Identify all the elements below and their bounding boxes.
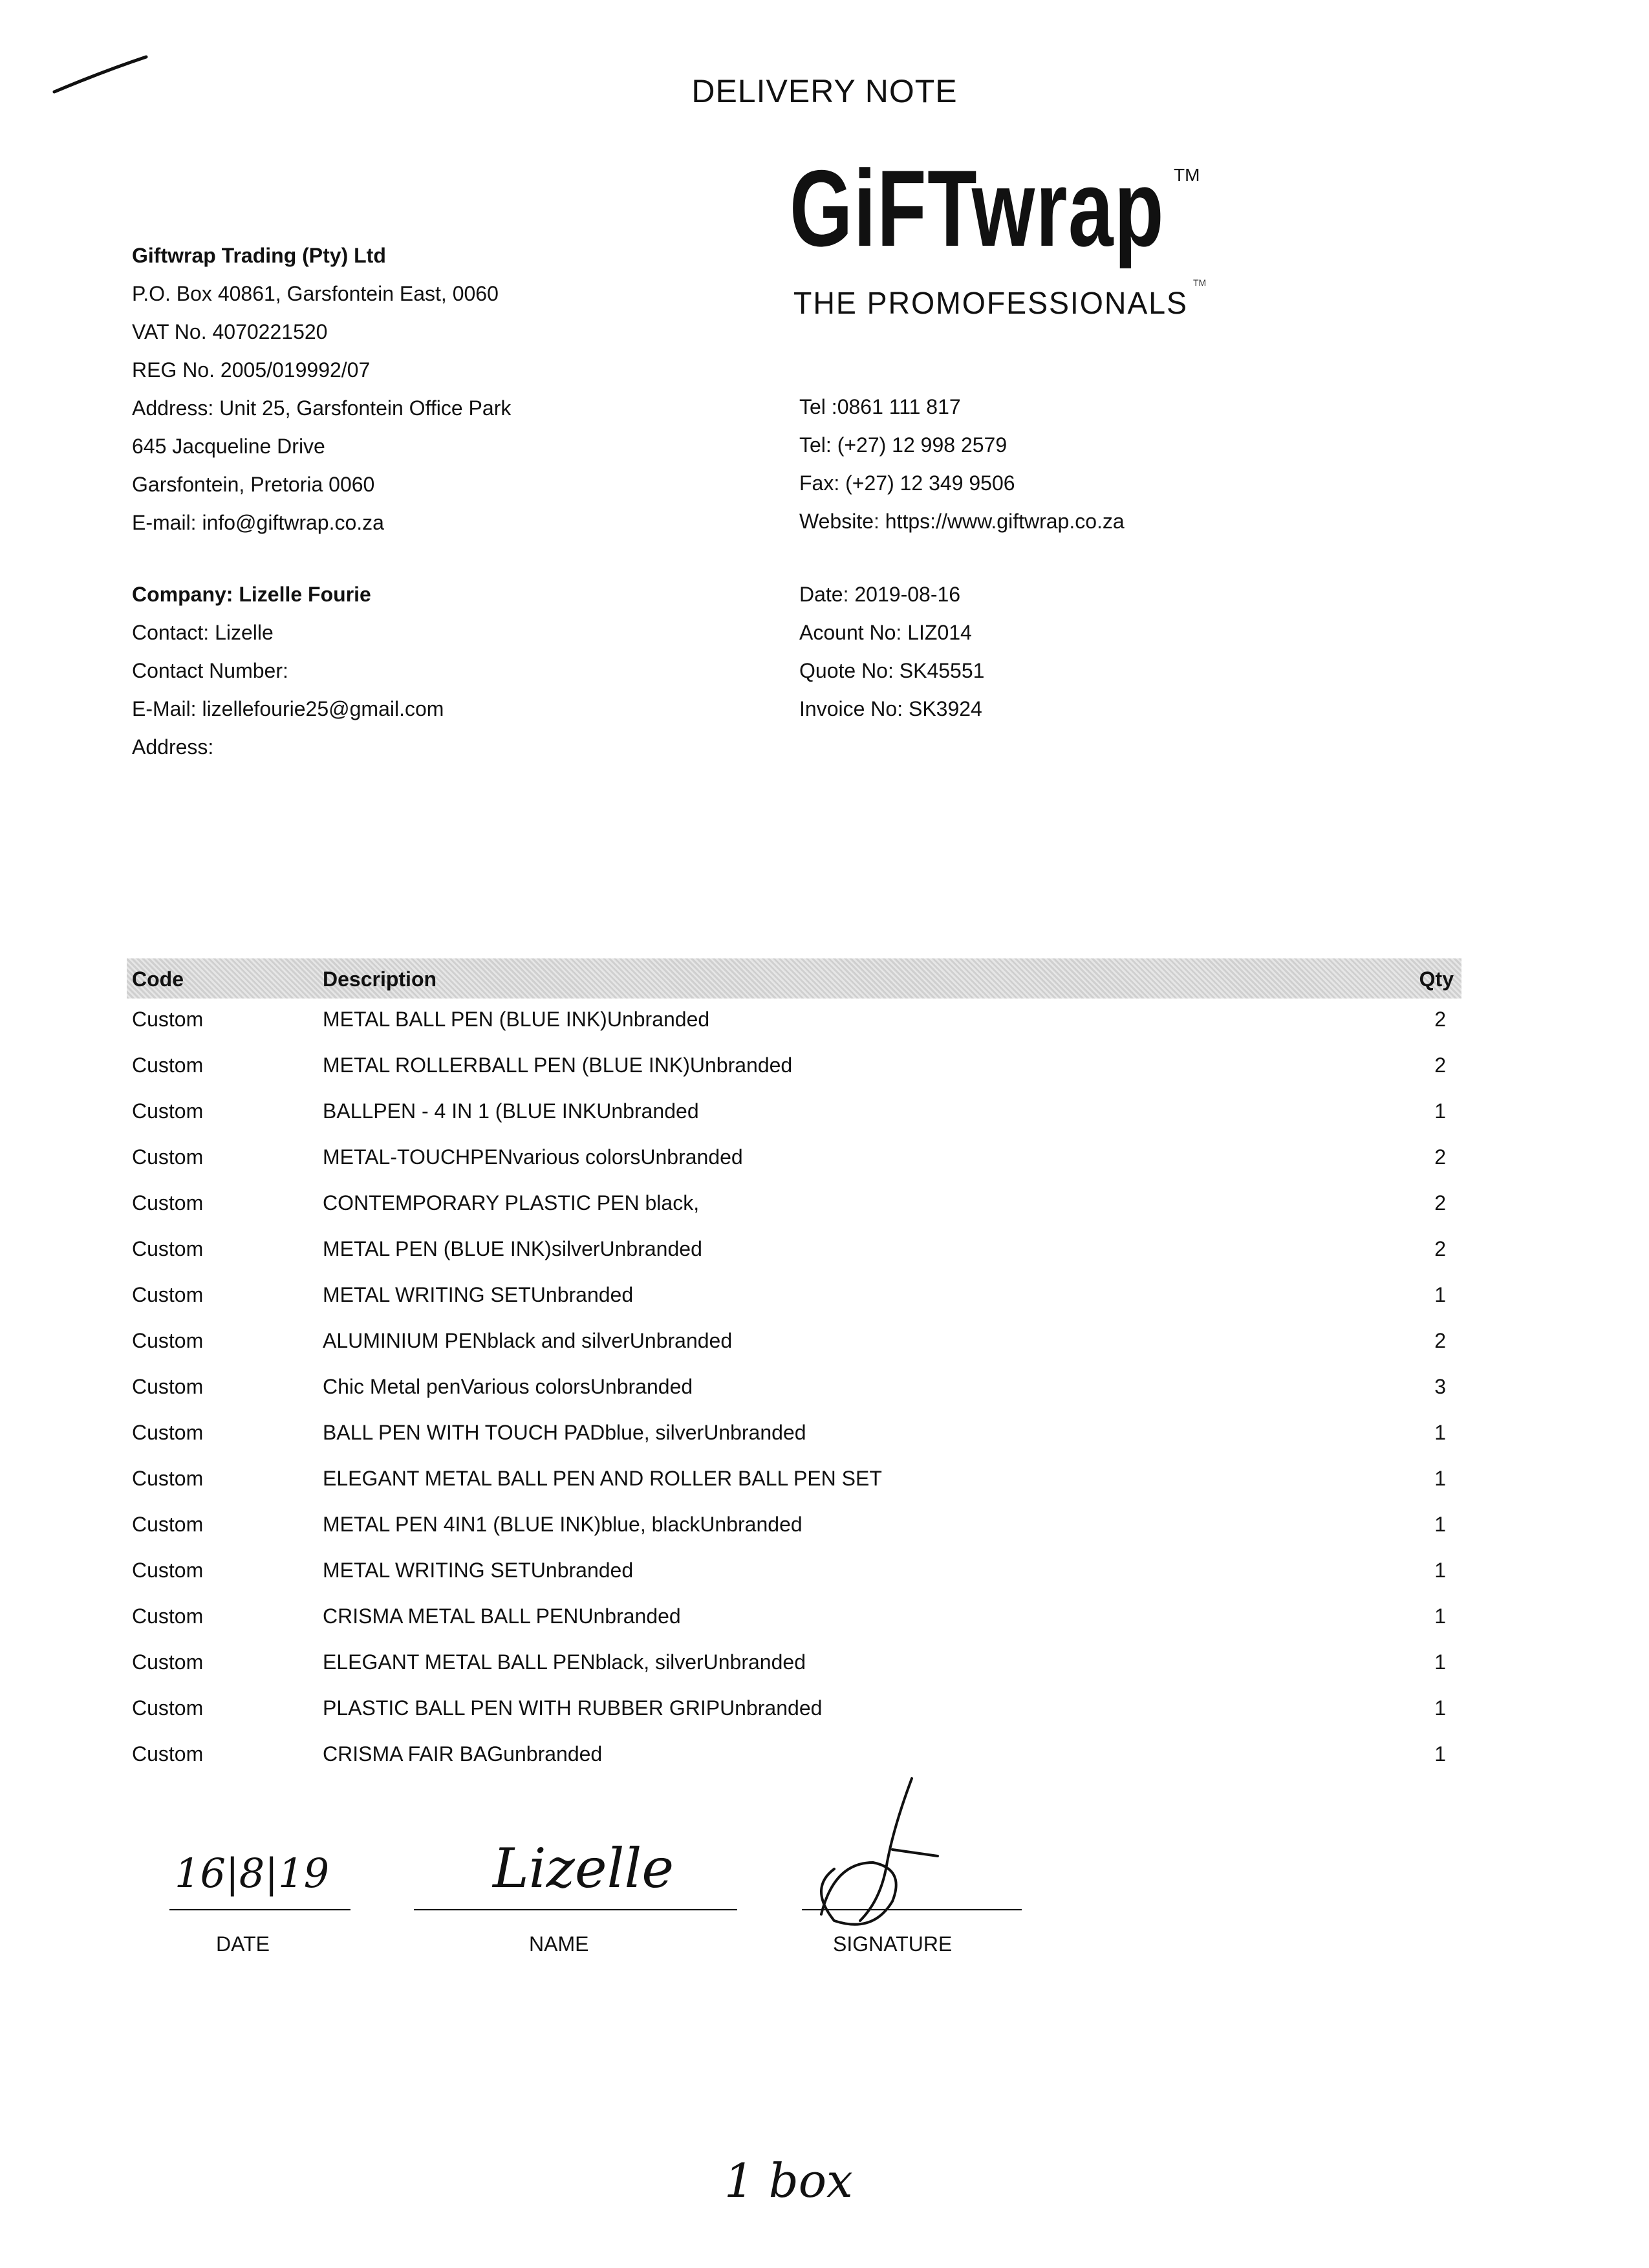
sender-details [132,237,511,542]
customer-email: E-Mail: lizellefourie25@gmail.com [132,697,444,720]
cell-code: Custom [132,1421,204,1444]
cell-code: Custom [132,1375,204,1398]
cell-qty: 1 [1434,1467,1446,1490]
cell-code: Custom [132,1329,204,1352]
cell-description: METAL ROLLERBALL PEN (BLUE INK)Unbranded [323,1053,793,1077]
table-row [127,1274,1461,1320]
table-row [127,1504,1461,1550]
table-row [127,999,1461,1044]
cell-description: METAL WRITING SETUnbranded [323,1283,634,1306]
cell-code: Custom [132,1696,204,1720]
customer-contact: Contact: Lizelle [132,621,274,644]
svg-text:TM: TM [1174,165,1200,185]
signature-label: SIGNATURE [833,1932,953,1956]
cell-description: Chic Metal penVarious colorsUnbranded [323,1375,693,1398]
cell-description: PLASTIC BALL PEN WITH RUBBER GRIPUnbranded [323,1696,823,1720]
table-row [127,1320,1461,1366]
quote-no: Quote No: SK45551 [799,659,985,682]
cell-description: ELEGANT METAL BALL PEN AND ROLLER BALL PEN SET [323,1467,882,1490]
tel-2: Tel: (+27) 12 998 2579 [799,433,1008,457]
cell-code: Custom [132,1283,204,1306]
cell-qty: 1 [1434,1559,1446,1582]
table-row [127,1228,1461,1274]
cell-code: Custom [132,1650,204,1674]
cell-description: ALUMINIUM PENblack and silverUnbranded [323,1329,733,1352]
cell-description: METAL PEN (BLUE INK)silverUnbranded [323,1237,702,1260]
cell-code: Custom [132,1237,204,1260]
account-no: Acount No: LIZ014 [799,621,972,644]
table-header [127,958,1461,999]
table-body [127,999,1461,1779]
cell-description: METAL-TOUCHPENvarious colorsUnbranded [323,1145,743,1169]
cell-code: Custom [132,1604,204,1628]
website: Website: https://www.giftwrap.co.za [799,510,1125,533]
table-row [127,1366,1461,1412]
items-table [127,958,1461,1779]
sender-po-box: P.O. Box 40861, Garsfontein East, 0060 [132,282,499,305]
signoff-section [0,1798,1649,2018]
cell-qty: 1 [1434,1650,1446,1674]
cell-qty: 2 [1434,1145,1446,1169]
cell-code: Custom [132,1008,204,1031]
cell-qty: 1 [1434,1283,1446,1306]
cell-code: Custom [132,1742,204,1766]
cell-description: CRISMA METAL BALL PENUnbranded [323,1604,681,1628]
table-row [127,1136,1461,1182]
giftwrap-logo [786,149,1212,323]
svg-text:GiFTwrap: GiFTwrap [790,149,1165,269]
sender-reg: REG No. 2005/019992/07 [132,358,371,382]
document-title: DELIVERY NOTE [691,73,958,109]
cell-qty: 1 [1434,1099,1446,1123]
cell-description: METAL PEN 4IN1 (BLUE INK)blue, blackUnbranded [323,1513,803,1536]
cell-description: CRISMA FAIR BAGunbranded [323,1742,603,1766]
cell-code: Custom [132,1513,204,1536]
handwritten-date: 16|8|19 [175,1850,330,1897]
sender-email: E-mail: info@giftwrap.co.za [132,511,384,534]
header-qty: Qty [1419,967,1454,991]
signature-line [802,1909,1022,1910]
fax: Fax: (+27) 12 349 9506 [799,471,1015,495]
tel-1: Tel :0861 111 817 [799,395,961,418]
table-row [127,1182,1461,1228]
cell-description: CONTEMPORARY PLASTIC PEN black, [323,1191,700,1215]
cell-code: Custom [132,1559,204,1582]
customer-company: Company: Lizelle Fourie [132,583,371,606]
cell-qty: 1 [1434,1742,1446,1766]
name-line [414,1909,737,1910]
sender-address-line2: 645 Jacqueline Drive [132,435,325,458]
cell-qty: 1 [1434,1513,1446,1536]
cell-qty: 1 [1434,1696,1446,1720]
sender-address-line1: Address: Unit 25, Garsfontein Office Park [132,396,512,420]
customer-details [132,576,444,766]
header-description: Description [323,967,437,991]
cell-description: BALLPEN - 4 IN 1 (BLUE INKUnbranded [323,1099,699,1123]
pen-stroke-mark [45,45,162,103]
cell-qty: 2 [1434,1329,1446,1352]
cell-qty: 1 [1434,1421,1446,1444]
table-row [127,1090,1461,1136]
cell-qty: 2 [1434,1237,1446,1260]
document-info [799,576,984,728]
table-row [127,1412,1461,1458]
cell-description: METAL WRITING SETUnbranded [323,1559,634,1582]
cell-qty: 3 [1434,1375,1446,1398]
table-row [127,1595,1461,1641]
cell-description: BALL PEN WITH TOUCH PADblue, silverUnbranded [323,1421,806,1444]
handwritten-box-note: 1 box [724,2154,853,2208]
handwritten-name: Lizelle [493,1837,674,1900]
svg-text:THE PROMOFESSIONALS: THE PROMOFESSIONALS [793,286,1188,321]
cell-code: Custom [132,1099,204,1123]
table-row [127,1550,1461,1595]
sender-company: Giftwrap Trading (Pty) Ltd [132,244,386,267]
signature-scribble [795,1772,964,1953]
header-code: Code [132,967,184,991]
cell-qty: 2 [1434,1008,1446,1031]
invoice-no: Invoice No: SK3924 [799,697,982,720]
cell-code: Custom [132,1053,204,1077]
name-label: NAME [529,1932,589,1956]
customer-contact-number: Contact Number: [132,659,288,682]
table-row [127,1687,1461,1733]
date-label: DATE [216,1932,270,1956]
cell-qty: 2 [1434,1053,1446,1077]
cell-qty: 1 [1434,1604,1446,1628]
svg-text:TM: TM [1193,277,1207,288]
cell-description: METAL BALL PEN (BLUE INK)Unbranded [323,1008,710,1031]
customer-address: Address: [132,735,214,759]
sender-vat: VAT No. 4070221520 [132,320,328,343]
cell-code: Custom [132,1145,204,1169]
sender-contact [799,388,1125,541]
date-line [169,1909,350,1910]
doc-date: Date: 2019-08-16 [799,583,961,606]
table-row [127,1044,1461,1090]
table-row [127,1733,1461,1779]
cell-code: Custom [132,1191,204,1215]
sender-address-line3: Garsfontein, Pretoria 0060 [132,473,375,496]
cell-qty: 2 [1434,1191,1446,1215]
cell-description: ELEGANT METAL BALL PENblack, silverUnbranded [323,1650,806,1674]
cell-code: Custom [132,1467,204,1490]
table-row [127,1641,1461,1687]
table-row [127,1458,1461,1504]
